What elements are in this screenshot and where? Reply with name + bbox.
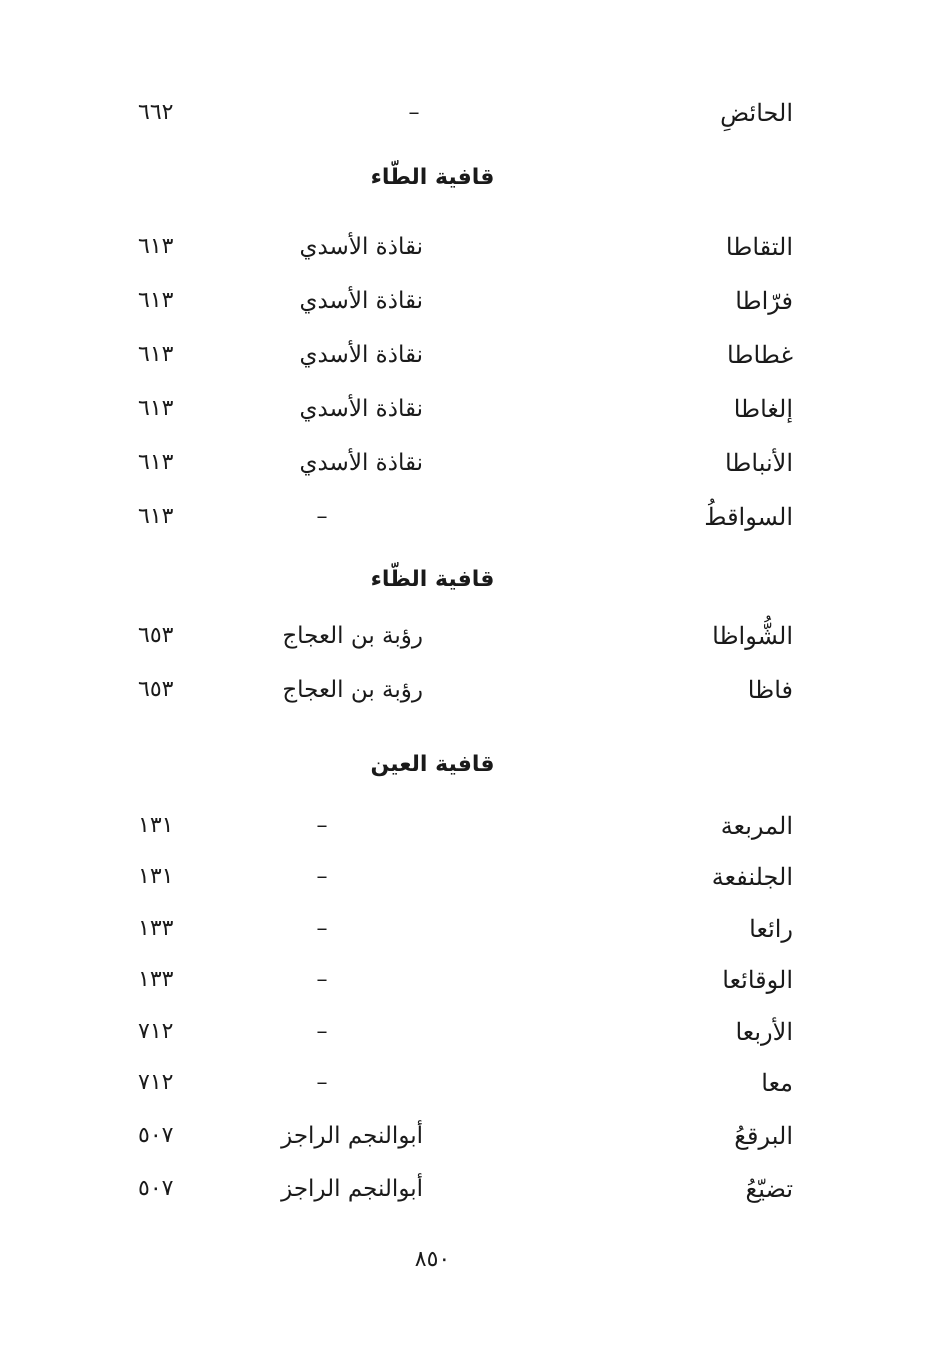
poet-name: نقاذة الأسدي [299, 450, 423, 476]
rhyme-word: الجلنفعة [711, 863, 793, 891]
no-poet-dash: – [316, 967, 328, 992]
page-reference: ٥٠٧ [138, 1123, 174, 1148]
rhyme-word: الوقائعا [722, 966, 793, 994]
page-reference: ٦١٣ [138, 450, 174, 475]
page-reference: ٦٥٣ [138, 677, 174, 702]
index-row [0, 1012, 945, 1052]
rhyme-word: رائعا [749, 915, 793, 943]
no-poet-dash: – [316, 1019, 328, 1044]
poet-name: نقاذة الأسدي [299, 234, 423, 260]
rhyme-word: غطاطا [727, 341, 793, 369]
no-poet-dash: – [316, 1070, 328, 1095]
index-row [0, 1169, 945, 1209]
no-poet-dash: – [316, 916, 328, 941]
index-row [0, 670, 945, 710]
poet-name: أبوالنجم الراجز [281, 1176, 423, 1202]
rhyme-word: إلغاطا [733, 395, 793, 423]
rhyme-word: التقاطا [725, 233, 793, 261]
index-row [0, 389, 945, 429]
rhyme-word: تضيّعُ [745, 1175, 793, 1203]
rhyme-word: الحائضِ [720, 99, 793, 127]
page-reference: ٦٦٢ [138, 100, 174, 125]
index-row [0, 909, 945, 949]
index-row [0, 960, 945, 1000]
index-row [0, 443, 945, 483]
page-number: ٨٥٠ [414, 1247, 451, 1272]
poet-name: نقاذة الأسدي [299, 396, 423, 422]
poet-name: رؤبة بن العجاج [282, 677, 423, 703]
index-row [0, 616, 945, 656]
poet-name: نقاذة الأسدي [299, 288, 423, 314]
rhyme-word: فرّاطا [735, 287, 793, 315]
page-reference: ٦١٣ [138, 342, 174, 367]
page-reference: ٦١٣ [138, 504, 174, 529]
no-poet-dash: – [316, 813, 328, 838]
rhyme-word: فاظا [747, 676, 793, 704]
index-row [0, 806, 945, 846]
index-row [0, 93, 945, 133]
index-row [0, 1116, 945, 1156]
page-reference: ٦١٣ [138, 396, 174, 421]
page-reference: ٧١٢ [138, 1070, 174, 1095]
section-heading: قافية الظّاء [370, 567, 495, 592]
rhyme-word: البرقعُ [734, 1122, 793, 1150]
page-reference: ٦١٣ [138, 288, 174, 313]
index-row [0, 281, 945, 321]
section-heading: قافية الطّاء [370, 165, 495, 190]
no-poet-dash: – [408, 100, 420, 125]
rhyme-word: السواقطُ [704, 503, 793, 531]
page-reference: ٥٠٧ [138, 1176, 174, 1201]
poet-name: رؤبة بن العجاج [282, 623, 423, 649]
page-reference: ٦٥٣ [138, 623, 174, 648]
page-reference: ١٣٣ [138, 916, 174, 941]
rhyme-word: الشُّواظا [712, 622, 793, 650]
page-reference: ١٣٣ [138, 967, 174, 992]
poet-name: نقاذة الأسدي [299, 342, 423, 368]
page-reference: ١٣١ [138, 813, 174, 838]
rhyme-word: المربعة [720, 812, 793, 840]
index-row [0, 1063, 945, 1103]
poet-name: أبوالنجم الراجز [281, 1123, 423, 1149]
index-row [0, 857, 945, 897]
no-poet-dash: – [316, 864, 328, 889]
index-row [0, 227, 945, 267]
page-reference: ٦١٣ [138, 234, 174, 259]
rhyme-word: الأنباطا [724, 449, 793, 477]
page-reference: ١٣١ [138, 864, 174, 889]
rhyme-word: الأربعا [735, 1018, 793, 1046]
section-heading: قافية العين [370, 752, 495, 777]
no-poet-dash: – [316, 504, 328, 529]
rhyme-word: معا [761, 1069, 793, 1097]
index-row [0, 497, 945, 537]
index-row [0, 335, 945, 375]
page-reference: ٧١٢ [138, 1019, 174, 1044]
